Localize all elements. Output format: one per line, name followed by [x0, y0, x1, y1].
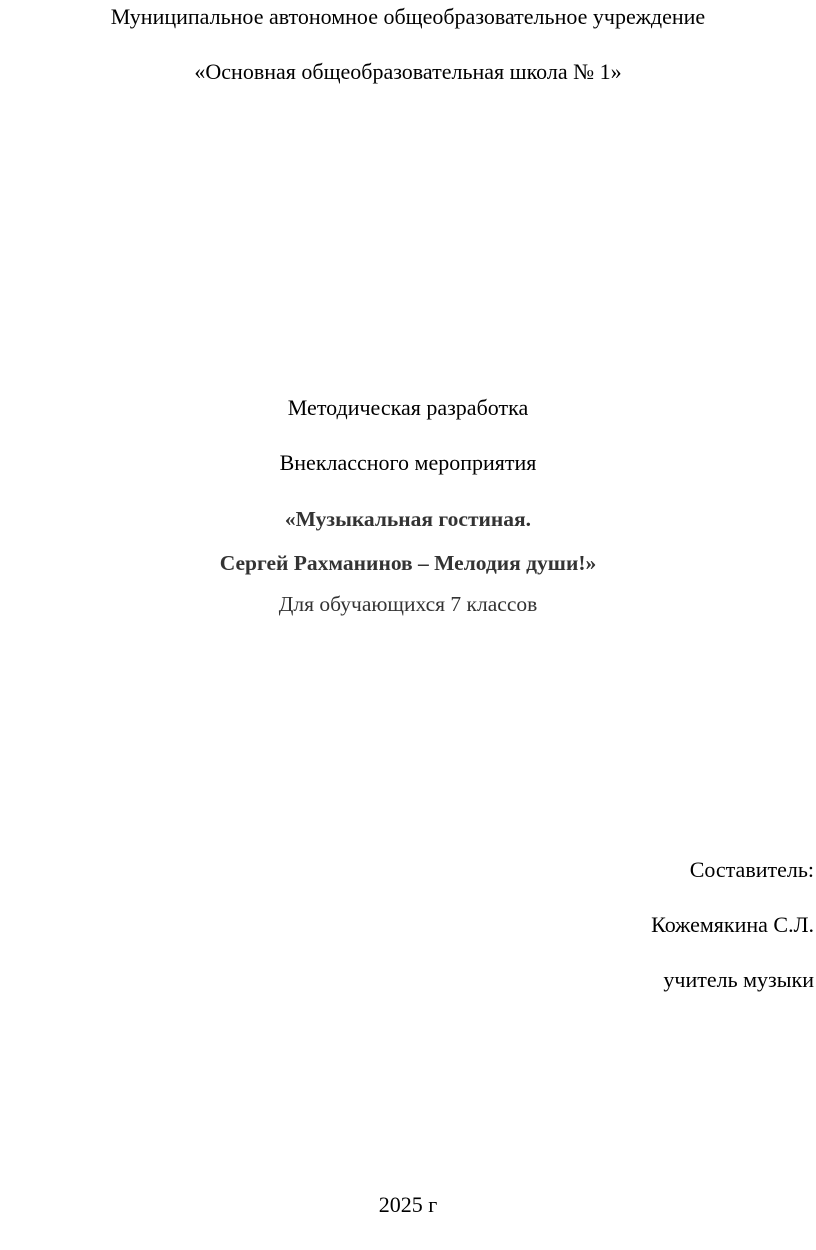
event-type: Внеклассного мероприятия	[279, 450, 537, 475]
author-name: Кожемякина С.Л.	[651, 912, 814, 937]
document-type: Методическая разработка	[287, 395, 529, 420]
institution-name-line2: «Основная общеобразовательная школа № 1»	[194, 59, 622, 84]
event-title-line1: «Музыкальная гостиная.	[284, 507, 532, 531]
event-title-line2: Сергей Рахманинов – Мелодия души!»	[219, 551, 597, 575]
institution-name-line1: Муниципальное автономное общеобразовательное учреждение	[110, 4, 706, 29]
document-year: 2025 г	[378, 1192, 438, 1217]
target-audience: Для обучающихся 7 классов	[278, 592, 538, 616]
compiler-label: Составитель:	[689, 857, 814, 882]
author-position: учитель музыки	[663, 967, 814, 992]
